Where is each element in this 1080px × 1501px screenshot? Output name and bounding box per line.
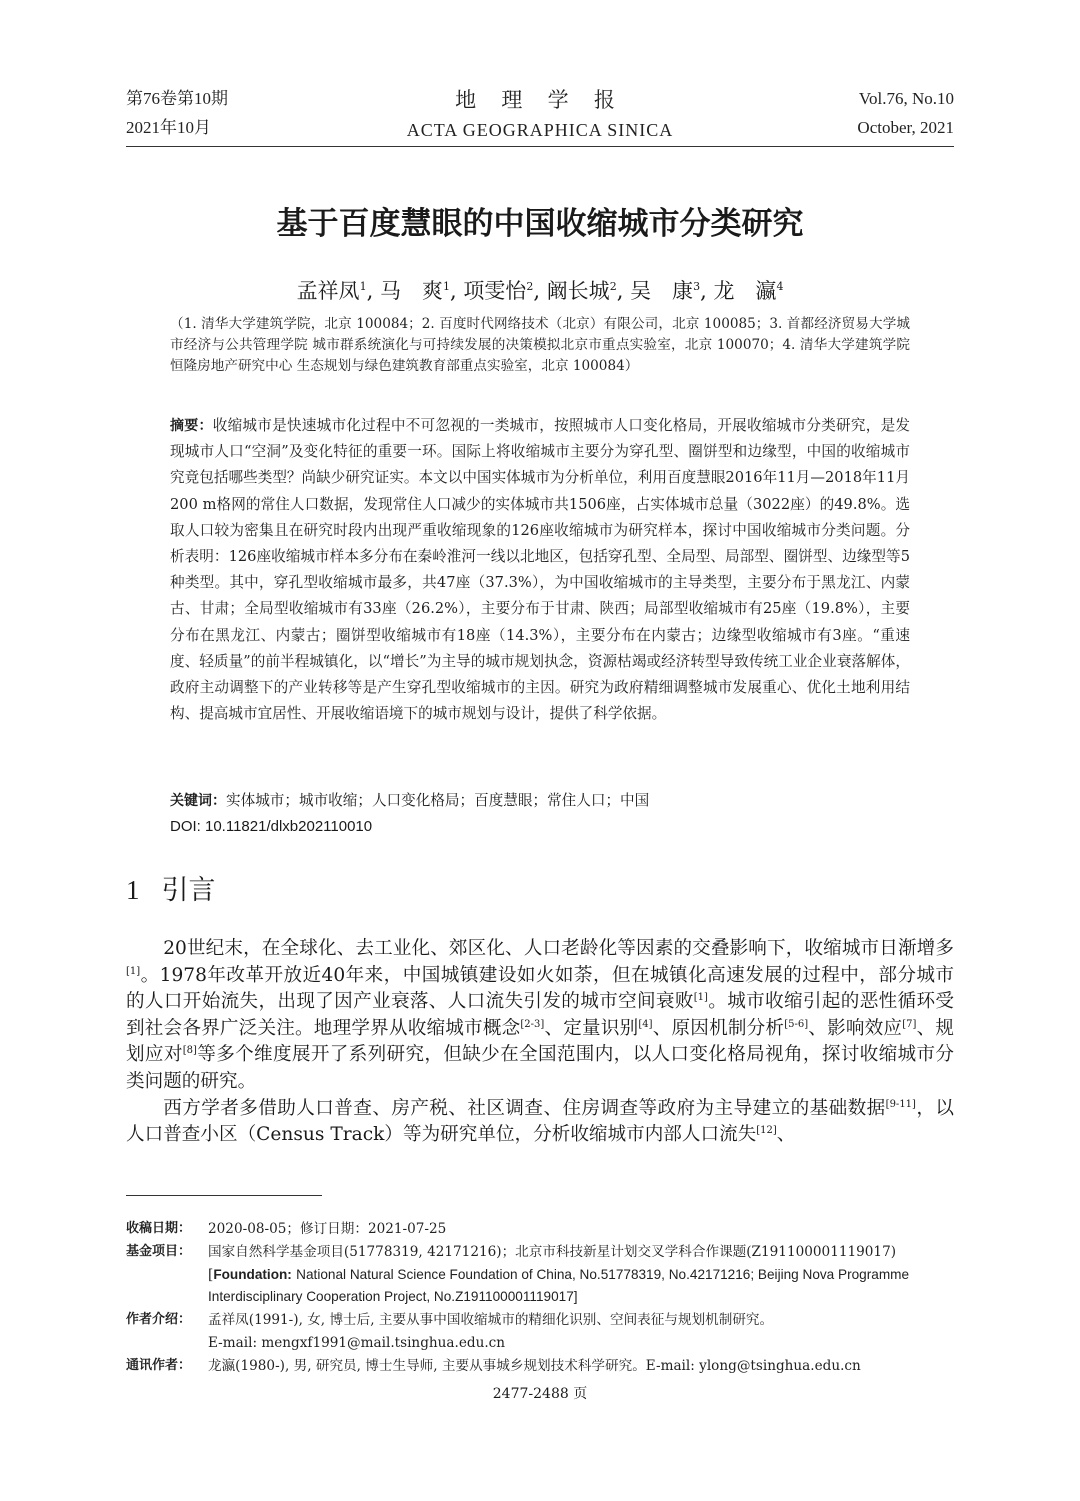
keywords-label: 关键词： [170,793,226,809]
author-affiliation-mark: 1 [359,280,367,293]
author-list [0,275,1080,305]
author: 阚长城 [546,279,610,303]
journal-date: 2021年10月 [126,118,211,137]
citation: [8] [182,1045,197,1057]
body-paragraph: 20世纪末，在全球化、去工业化、郊区化、人口老龄化等因素的交叠影响下，收缩城市日渐增多[1]。1978年改革开放近40年来，中国城镇建设如火如荼，但在城镇化高速发展的过程中，部分城市的人口开始流失，出现了因产业衰落、人口流失引发的城市空间衰败[1]。城市收缩引起的恶性循环受到社会各界广泛关注。地理学界从收缩城市概念[2-3]、定量识别[4]、原因机制分析[5-6]、影响效应[7]、规划应对[8]等多个维度展开了系列研究，但缺少在全国范围内，以人口变化格局视角，探讨收缩城市分类问题的研究。 [126,938,954,1092]
author-separator: , [700,279,707,303]
citation: [1] [126,965,141,977]
author: 孟祥凤 [296,279,360,303]
received-text: 2020-08-05；修订日期：2021-07-25 [208,1221,447,1237]
doi: DOI: 10.11821/dlxb202110010 [170,818,373,835]
fund-label: 基金项目： [126,1243,192,1259]
keywords [170,788,910,814]
citation: [2-3] [520,1018,545,1030]
section-heading [126,868,216,907]
corresponding-text: 龙瀛(1980-), 男, 研究员, 博士生导师, 主要从事城乡规划技术科学研究。E-mail: ylong@tsinghua.edu.cn [208,1357,861,1374]
journal-vol-en: Vol.76, No.10 [858,89,954,108]
fund-row: 基金项目： 国家自然科学基金项目(51778319, 42171216)；北京市科技新星计划交叉学科合作课题(Z191100001119017) [Foundation: National Natural Science Foundation of China, No.51778319, No.42171216; Beijing Nova Programme Interdisciplinary Cooperation Project, No.Z191100001119017] [126,1241,954,1309]
author-affiliation-mark: 3 [693,280,701,293]
citation: [1] [693,992,708,1003]
corresponding-row [126,1355,954,1378]
author: 龙 瀛 [713,279,777,303]
author-intro-row [126,1309,954,1355]
author-email: E-mail: mengxf1991@mail.tsinghua.edu.cn [208,1334,506,1351]
section-number: 1 [126,875,140,905]
author: 马 爽 [379,279,443,303]
citation: [12] [756,1124,777,1136]
author-separator: , [533,279,540,303]
author-affiliation-mark: 2 [609,280,617,293]
journal-name-en: ACTA GEOGRAPHICA SINICA [406,120,674,140]
paper-title: 基于百度慧眼的中国收缩城市分类研究 [276,206,804,242]
citation: [5-6] [784,1018,809,1030]
header-rule [126,146,954,147]
fund-text: 国家自然科学基金项目(51778319, 42171216)；北京市科技新星计划交叉学科合作课题(Z191100001119017) [208,1243,897,1260]
author-intro-text: 孟祥凤(1991-), 女, 博士后, 主要从事中国收缩城市的精细化识别、空间表征与规划机制研究。 [208,1312,774,1329]
affiliations: （1. 清华大学建筑学院，北京 100084；2. 百度时代网络技术（北京）有限公司，北京 100085；3. 首都经济贸易大学城市经济与公共管理学院 城市群系统演化与可持续发展的决策模拟北京市重点实验室，北京 100070；4. 清华大学建筑学院恒隆房地产研究中心 生态规划与绿色建筑教育部重点实验室，北京 100084） [170,316,910,374]
received-label: 收稿日期： [126,1221,192,1236]
author: 项雯怡 [463,279,527,303]
author-affiliation-mark: 4 [776,280,784,293]
page-range: 2477-2488 页 [492,1386,588,1402]
section-name: 引言 [161,875,216,906]
abstract-text: 收缩城市是快速城市化过程中不可忽视的一类城市，按照城市人口变化格局，开展收缩城市分类研究，是发现城市人口“空洞”及变化特征的重要一环。国际上将收缩城市主要分为穿孔型、圈饼型和边缘型，中国的收缩城市究竟包括哪些类型？尚缺少研究证实。本文以中国实体城市为分析单位，利用百度慧眼2016年11月—2018年11月200 m格网的常住人口数据，发现常住人口减少的实体城市共1506座，占实体城市总量（3022座）的49.8%。选取人口较为密集且在研究时段内出现严重收缩现象的126座收缩城市为研究样本，探讨中国收缩城市分类问题。分析表明：126座收缩城市样本多分布在秦岭淮河一线以北地区，包括穿孔型、全局型、局部型、圈饼型、边缘型等5种类型。其中，穿孔型收缩城市最多，共47座（37.3%），为中国收缩城市的主导类型，主要分布于黑龙江、内蒙古、甘肃；全局型收缩城市有33座（26.2%），主要分布于甘肃、陕西；局部型收缩城市有25座（19.8%），主要分布在黑龙江、内蒙古；圈饼型收缩城市有18座（14.3%），主要分布在内蒙古；边缘型收缩城市有3座。“重速度、轻质量”的前半程城镇化，以“增长”为主导的城市规划执念，资源枯竭或经济转型导致传统工业企业衰落解体，政府主动调整下的产业转移等是产生穿孔型收缩城市的主因。研究为政府精细调整城市发展重心、优化土地利用结构、提高城市宜居性、开展收缩语境下的城市规划与设计，提供了科学依据。 [170,417,910,723]
citation: [9-11] [885,1098,916,1110]
author-intro-label: 作者介绍： [126,1312,192,1328]
abstract-label: 摘要： [170,418,213,434]
citation: [4] [638,1018,653,1030]
body-paragraph: 西方学者多借助人口普查、房产税、社区调查、住房调查等政府为主导建立的基础数据[9-11]，以人口普查小区（Census Track）等为研究单位，分析收缩城市内部人口流失[12]、 [126,1097,954,1146]
journal-volume-issue: 第76卷第10期 [126,89,228,108]
author: 吴 康 [630,279,694,303]
author-affiliation-mark: 2 [526,280,534,293]
fund-en-text: National Natural Science Foundation of China, No.51778319, No.42171216; Beijing Nova Programme Interdisciplinary Cooperation Project, No.Z191100001119017] [208,1266,910,1305]
footnote-rule [126,1195,322,1196]
citation: [7] [902,1018,917,1030]
abstract [170,413,910,727]
body-text [126,936,954,1149]
footnotes [126,1218,954,1378]
author-separator: , [616,279,624,303]
keywords-text: 实体城市；城市收缩；人口变化格局；百度慧眼；常住人口；中国 [226,792,650,809]
corresponding-label: 通讯作者： [126,1357,192,1373]
author-affiliation-mark: 1 [442,280,450,293]
received-date-row [126,1218,954,1241]
author-separator: , [449,279,457,303]
journal-name-cn: 地 理 学 报 [455,88,625,112]
journal-date-en: October, 2021 [857,118,954,137]
author-separator: , [366,279,374,303]
fund-en-label: Foundation: [213,1266,292,1282]
